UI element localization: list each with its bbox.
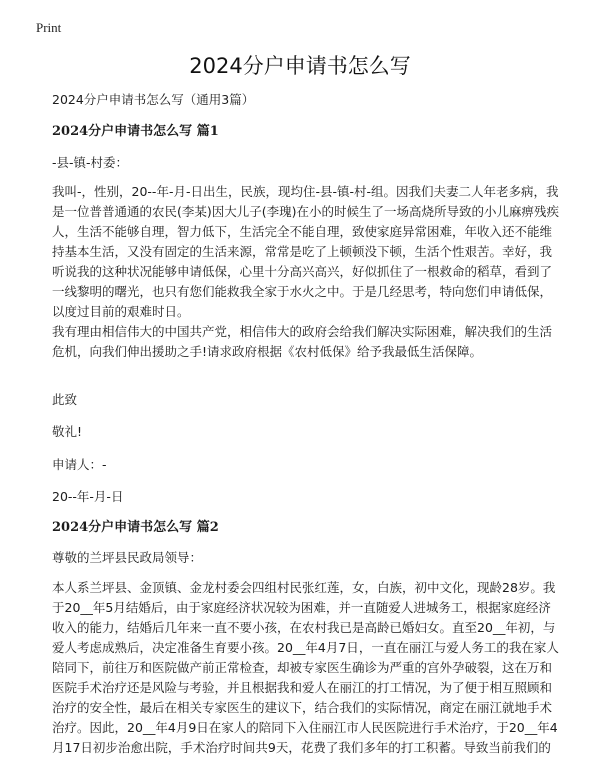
section-1-paragraph-1: 我叫-，性别，20--年-月-日出生，民族，现均住-县-镇-村-组。因我们夫妻二人年老多病，我是一位普普通通的农民(李某)因大儿子(李瑰)在小的时候生了一场高烧所导致的小儿麻痹残疾人，生活不能够自理，智力低下，生活完全不能自理，致使家庭异常困难，年收入还不能维持基本生活，又没有固定的生活来源，常常是吃了上顿顿没下顿，生活个性艰苦。幸好，我听说我的这种状况能够申请低保，心里十分高兴高兴，好似抓住了一根救命的稻草，看到了一线黎明的曙光，也只有您们能救我全家于水火之中。于是几经思考，特向您们申请低保，以度过目前的艰难时日。	[52, 184, 560, 319]
section-1-closing-1: 此致	[52, 392, 78, 407]
section-1-paragraph-2: 我有理由相信伟大的中国共产党，相信伟大的政府会给我们解决实际困难，解决我们的生活危机，向我们伸出援助之手!请求政府根据《农村低保》给予我最低生活保障。	[52, 324, 553, 359]
section-2-salutation: 尊敬的兰坪县民政局领导：	[52, 550, 203, 565]
print-link[interactable]: Print	[36, 20, 62, 35]
document-title: 2024分户申请书怎么写	[189, 54, 411, 78]
section-1-closing-2: 敬礼!	[52, 424, 83, 439]
document-subtitle: 2024分户申请书怎么写（通用3篇）	[52, 92, 255, 107]
section-2-heading: 2024分户申请书怎么写 篇2	[52, 520, 219, 535]
section-1-applicant: 申请人：-	[52, 457, 107, 472]
section-2-paragraph-1: 本人系兰坪县、金顶镇、金龙村委会四组村民张红莲，女，白族，初中文化，现龄28岁。我于20__年5月结婚后，由于家庭经济状况较为困难，并一直随爱人进城务工，根据家庭经济收入的能力，结婚后几年来一直不要小孩，在农村我已是高龄已婚妇女。直至20__年初，与爱人考虑成熟后，决定准备生育要小孩。20__年4月7日，一直在丽江与爱人务工的我在家人陪同下，前往万和医院做产前正常检查，却被专家医生确诊为严重的宫外孕破裂，这在万和医院手术治疗还是风险与考验，并且根据我和爱人在丽江的打工情况，为了便于相互照顾和治疗的安全性，最后在相关专家医生的建议下，结合我们的实际情况，商定在丽江就地手术治疗。因此，20__年4月9日在家人的陪同下入住丽江市人民医院进行手术治疗，于20__年4月17日初步治愈出院，手术治疗时间共9天，花费了我们多年的打工积蓄。导致当前我们的	[52, 580, 559, 755]
section-1-heading: 2024分户申请书怎么写 篇1	[52, 124, 219, 139]
section-1-salutation: -县-镇-村委：	[52, 155, 129, 170]
section-1-date: 20--年-月-日	[52, 489, 124, 504]
